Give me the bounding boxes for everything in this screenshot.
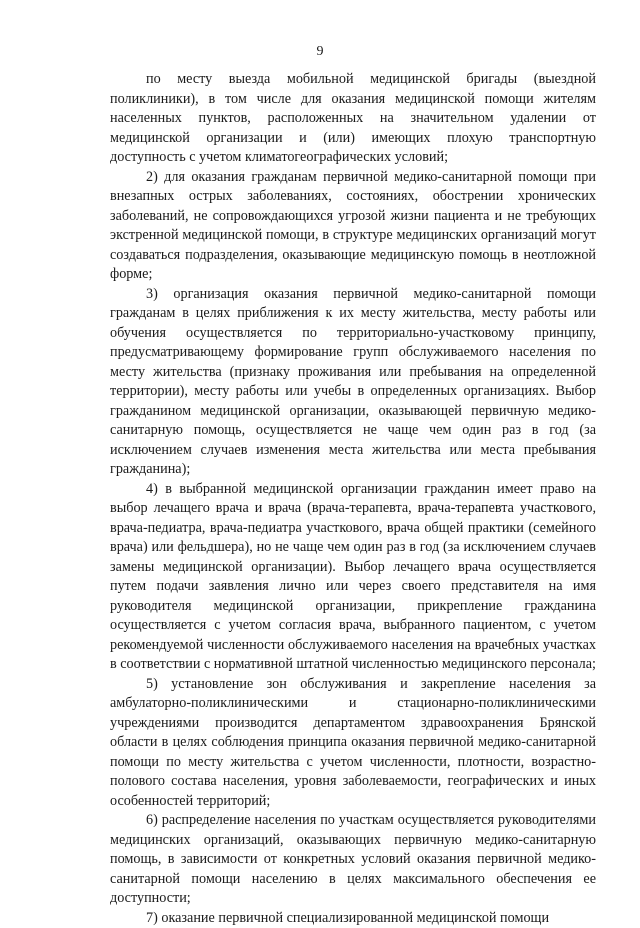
- paragraph-item-6: 6) распределение населения по участкам осуществляется руководителями медицинских организаций, оказывающих первичную медико-санитарную помощь, в зависимости от конкретных условий оказания первичной медико-санитарной помощи населению в целях максимального обеспечения ее доступности;: [110, 811, 596, 909]
- paragraph-item-2: 2) для оказания гражданам первичной медико-санитарной помощи при внезапных острых заболеваниях, состояниях, обострении хронических заболеваний, не сопровождающихся угрозой жизни пациента и не требующих экстренной медицинской помощи, в структуре медицинских организаций могут создаваться подразделения, оказывающие медицинскую помощь в неотложной форме;: [110, 168, 596, 285]
- paragraph-continuation: по месту выезда мобильной медицинской бригады (выездной поликлиники), в том числе для оказания медицинской помощи жителям населенных пунктов, расположенных на значительном удалении от медицинской организации и (или) имеющих плохую транспортную доступность с учетом климатогеографических условий;: [110, 70, 596, 168]
- paragraph-item-3: 3) организация оказания первичной медико-санитарной помощи гражданам в целях приближения к их месту жительства, месту работы или обучения осуществляется по территориально-участковому принципу, предусматривающему формирование групп обслуживаемого населения по месту жительства (признаку проживания или пребывания на определенной территории), месту работы или учебы в определенных организациях. Выбор гражданином медицинской организации, оказывающей первичную медико-санитарную помощь, осуществляется не чаще чем один раз в год (за исключением случаев изменения места жительства или места пребывания гражданина);: [110, 285, 596, 480]
- paragraph-item-7: 7) оказание первичной специализированной медицинской помощи: [110, 909, 596, 928]
- paragraph-item-4: 4) в выбранной медицинской организации гражданин имеет право на выбор лечащего врача и врача (врача-терапевта, врача-терапевта участкового, врача-педиатра, врача-педиатра участкового, врача общей практики (семейного врача) или фельдшера), но не чаще чем один раз в год (за исключением случаев замены медицинской организации). Выбор лечащего врача осуществляется путем подачи заявления лично или через своего представителя на имя руководителя медицинской организации, прикрепление гражданина осуществляется с учетом согласия врача, выбранного пациентом, с учетом рекомендуемой численности обслуживаемого населения на врачебных участках в соответствии с нормативной штатной численностью медицинского персонала;: [110, 480, 596, 675]
- page-number: 9: [0, 44, 640, 60]
- paragraph-item-5: 5) установление зон обслуживания и закрепление населения за амбулаторно-поликлиническими и стационарно-поликлиническими учреждениями производится департаментом здравоохранения Брянской области в целях соблюдения принципа оказания первичной медико-санитарной помощи по месту жительства с учетом численности, плотности, возрастно-полового состава населения, уровня заболеваемости, географических и иных особенностей территорий;: [110, 675, 596, 812]
- document-body: [110, 70, 596, 928]
